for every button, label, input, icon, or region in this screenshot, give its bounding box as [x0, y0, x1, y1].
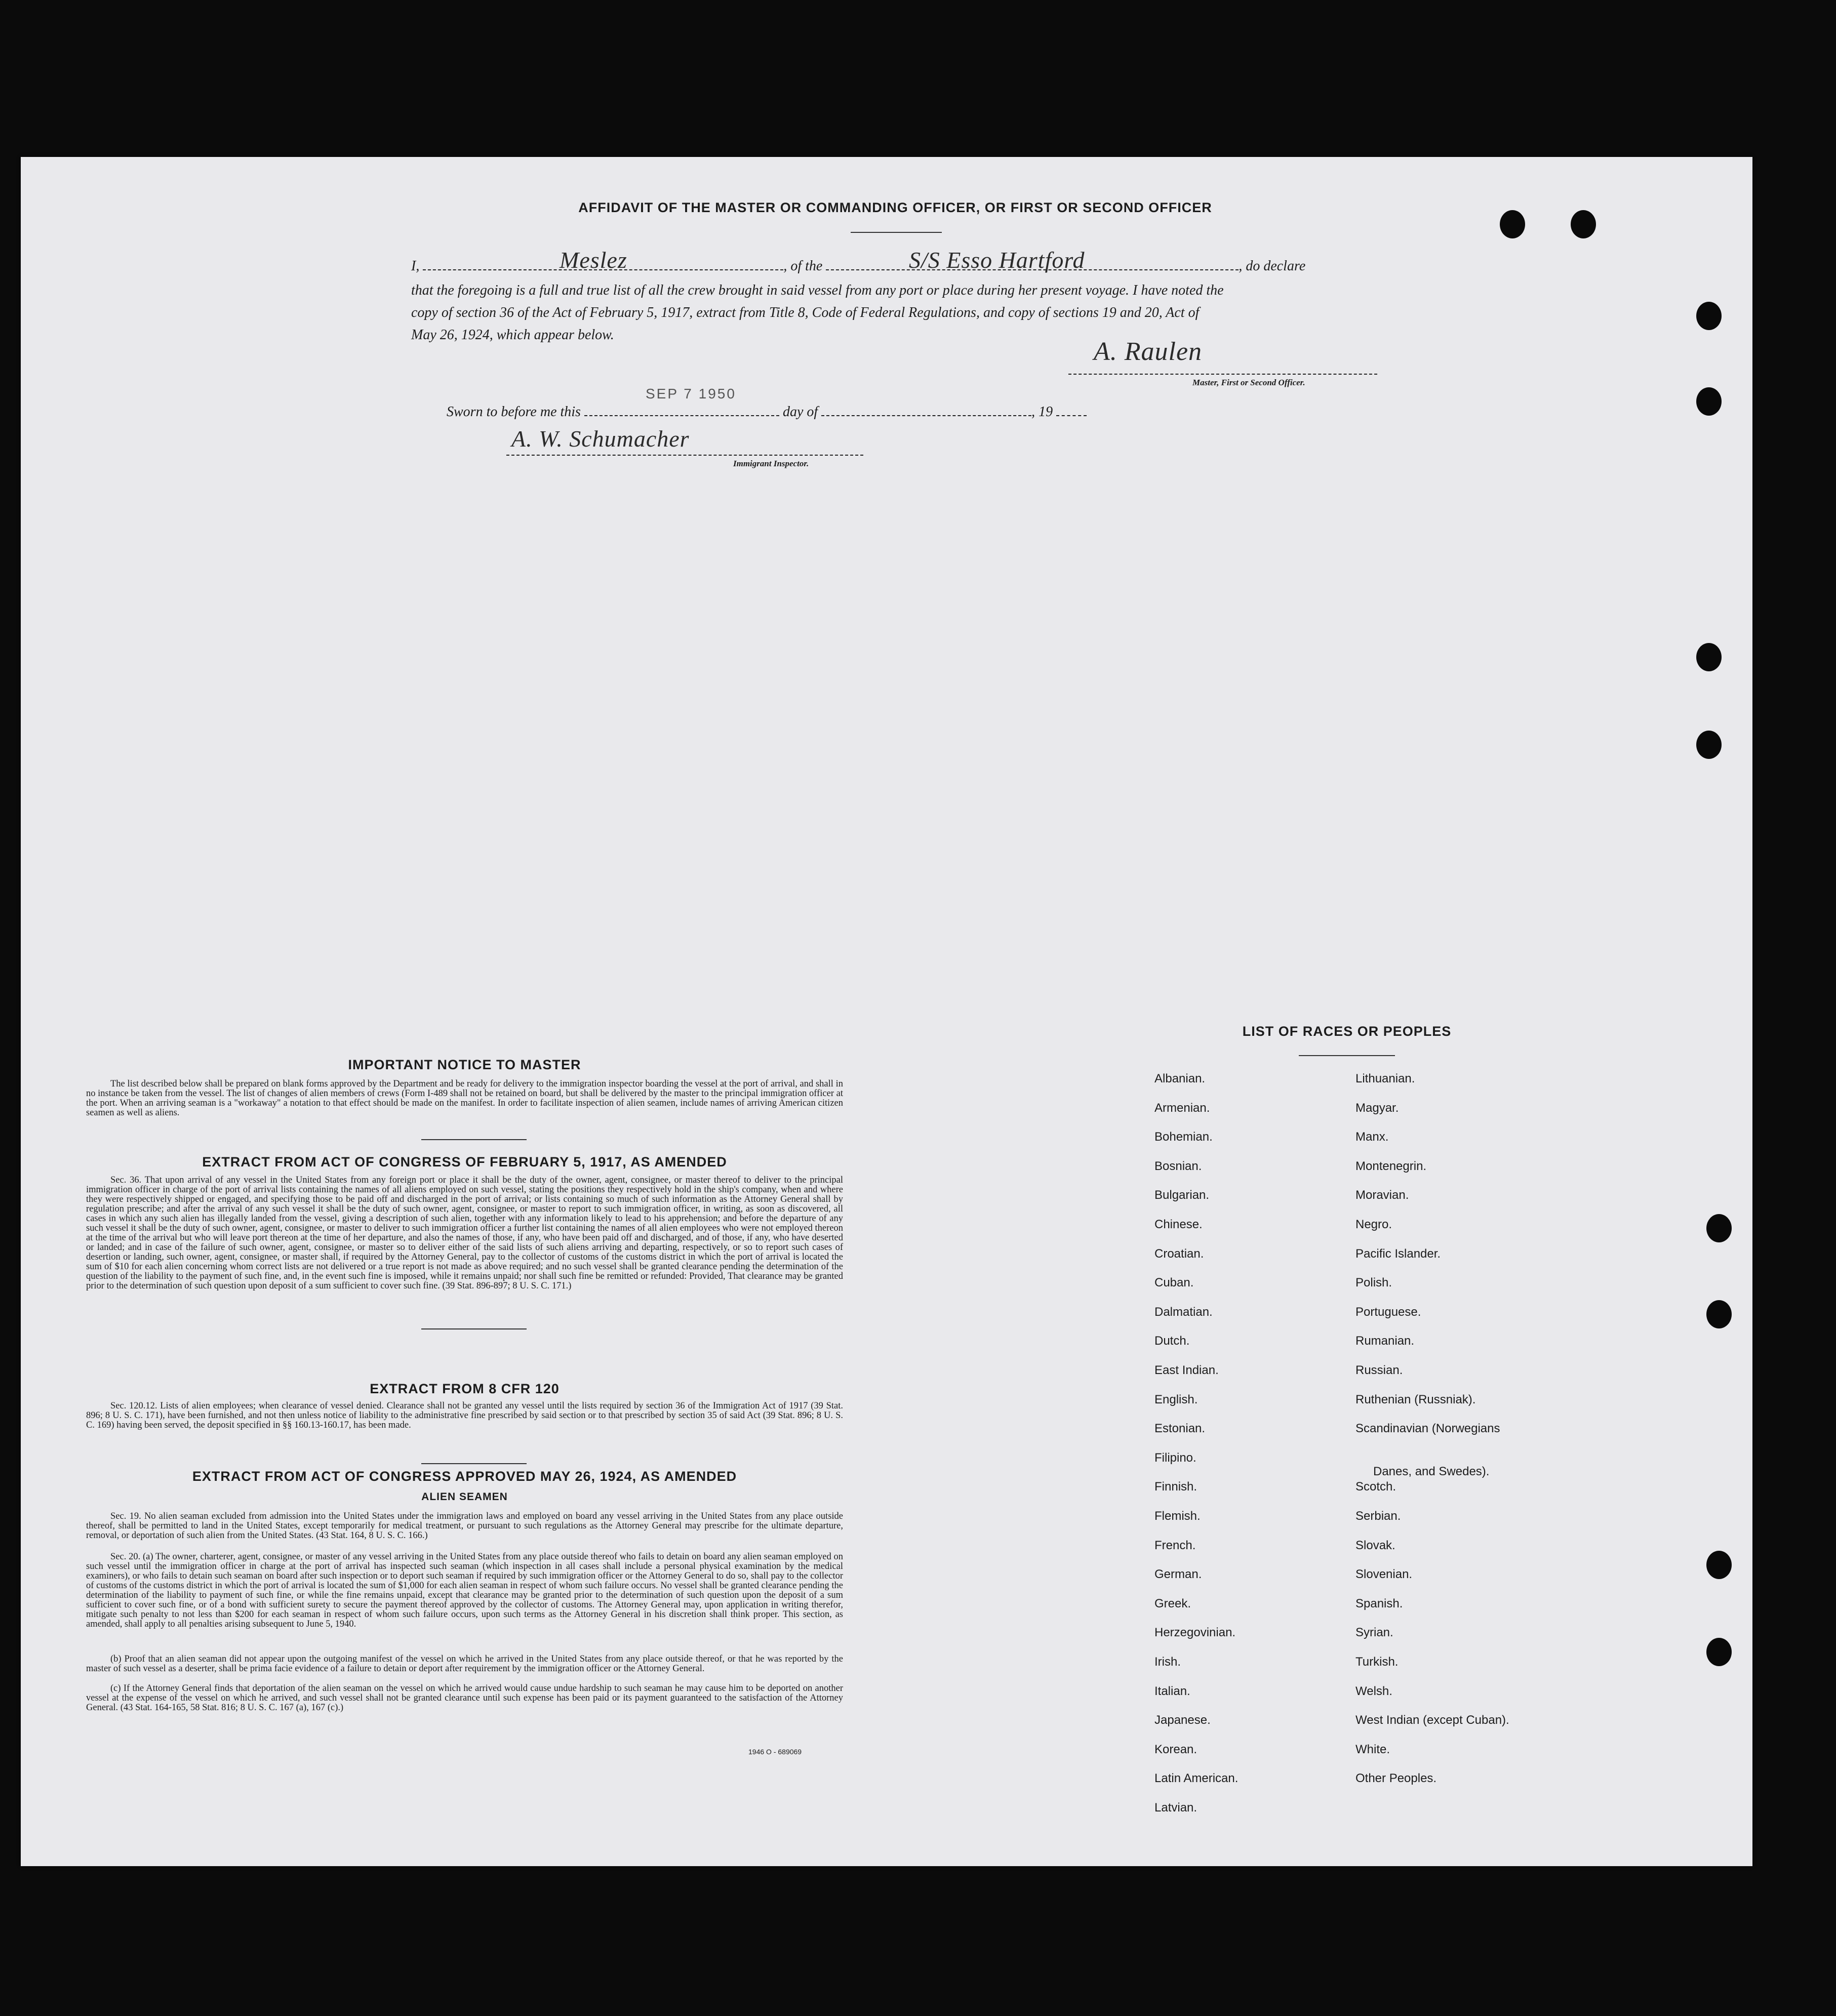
race-item: Slovenian.	[1355, 1567, 1413, 1582]
signature-caption: Master, First or Second Officer.	[1192, 378, 1305, 387]
label-do-declare: , do declare	[1239, 258, 1306, 274]
races-title: LIST OF RACES OR PEOPLES	[1242, 1024, 1452, 1039]
race-item: Latvian.	[1154, 1801, 1198, 1815]
race-item: Flemish.	[1154, 1509, 1201, 1523]
date-stamp: SEP 7 1950	[646, 386, 736, 401]
vessel-name-handwriting: S/S Esso Hartford	[909, 247, 1085, 273]
extract2-title: EXTRACT FROM 8 CFR 120	[370, 1381, 560, 1396]
extract3-section20c: (c) If the Attorney General finds that deportation of the alien seaman on the vessel on which he arrived would cause undue hardship to such seaman he may cause him to be deported on another vessel at the expense of the vessel on which he arrived, and such vessel shall not be granted clearance until such expense has been paid or its payment guaranteed to the satisfaction of the Attorney General. (43 Stat. 164-165, 58 Stat. 816; 8 U. S. C. 167 (a), 167 (c).)	[86, 1683, 843, 1713]
month-blank	[821, 403, 1031, 416]
punch-hole	[1696, 302, 1722, 330]
extract1-body: Sec. 36. That upon arrival of any vessel in the United States from any foreign port or place it shall be the duty of the owner, agent, consignee, or master thereof to deliver to the principal immigration officer in charge of the port of arrival lists containing the names of all aliens employed on such vessel, stating the positions they respectively hold in the ship's company, when and where they were respectively shipped or engaged, and specifying those to be paid off and discharged in the port of arrival; or lists containing so much of such information as the Attorney General shall by regulation prescribe; and after the arrival of any such vessel it shall be the duty of such owner, agent, consignee, or master to report to such immigration officer, in writing, as soon as discovered, all cases in which any such alien has illegally landed from the vessel, giving a description of such alien, together with any information likely to lead to his apprehension; and before the departure of any such vessel it shall be the duty of such owner, agent, consignee, or master to deliver to such immigration officer a further list containing the names of all alien employees who were not employed thereon at the time of the arrival but who will leave port thereon at the time of her departure, and also the names of those, if any, who have been paid off and discharged, and of those, if any, who have deserted or landed; and in case of the failure of such owner, agent, consignee, or master so to deliver either of the said lists of such aliens arriving and departing, respectively, or so to report such cases of desertion or landing, such owner, agent, consignee, or master shall, if required by the Attorney General, pay to the collector of customs of the customs district in which the port of arrival is located the sum of $10 for each alien concerning whom correct lists are not delivered or a true report is not made as above required; and no such vessel shall be granted clearance pending the determination of the question of the liability to the payment of such fine, and, in the event such fine is imposed, while it remains unpaid; nor shall such fine be remitted or refunded: Provided, That clearance may be granted prior to the determination of such question upon deposit of a sum sufficient to cover such fine. (39 Stat. 896-897; 8 U. S. C. 171.)	[86, 1175, 843, 1291]
divider	[421, 1463, 527, 1464]
affidavit-text-line-3: copy of section 36 of the Act of February 5, 1917, extract from Title 8, Code of Federal Regulations, and copy of sections 19 and 20, Act of	[411, 305, 1200, 320]
race-item: French.	[1154, 1538, 1196, 1552]
race-item: Dalmatian.	[1154, 1305, 1213, 1319]
race-item: Croatian.	[1154, 1246, 1204, 1261]
race-item: English.	[1154, 1392, 1198, 1406]
extract3-section20a: Sec. 20. (a) The owner, charterer, agent, consignee, or master of any vessel arriving in the United States from any place outside thereof who fails to detain on board any alien seaman employed on such vessel until the immigration officer in charge at the port of arrival has inspected such seaman (which inspection in all cases shall include a personal physical examination by the medical examiners), or who fails to detain such seaman on board after such inspection or to deport such seaman if required by such immigration officer or the Attorney General to do so, shall pay to the collector of customs of the customs district in which the port of arrival is located the sum of $1,000 for each alien seaman in respect of whom such failure occurs. No vessel shall be granted clearance pending the determination of the liability to payment of such fine, or while the fine remains unpaid, except that clearance may be granted prior to the determination of such question upon the deposit of a sum sufficient to cover such fine, or of a bond with sufficient surety to secure the payment thereof approved by the collector of customs. The Attorney General may, upon application in writing therefor, mitigate such penalty to not less than $200 for each seaman in respect of whom such failure occurs, upon such terms as the Attorney General in his discretion shall think proper. This section, as amended, shall apply to all penalties arising subsequent to June 5, 1940.	[86, 1552, 843, 1629]
punch-hole	[1696, 731, 1722, 759]
race-item: Polish.	[1355, 1276, 1392, 1290]
race-item: Bulgarian.	[1154, 1188, 1210, 1202]
sworn-line	[447, 401, 1416, 423]
day-of-label: day of	[782, 404, 818, 420]
race-item: Italian.	[1154, 1684, 1190, 1698]
race-item: Negro.	[1355, 1218, 1392, 1231]
extract2-body: Sec. 120.12. Lists of alien employees; when clearance of vessel denied. Clearance shall not be granted any vessel until the lists required by section 36 of the Immigration Act of 1917 (39 Stat. 896; 8 U. S. C. 171), have been furnished, and not then unless notice of liability to the administrative fine prescribed by said section or to that prescribed by section 35 of said Act (39 Stat. 896; 8 U. S. C. 169) having been served, the deposit specified in §§ 160.13-160.17, has been made.	[86, 1401, 843, 1430]
affidavit-title: AFFIDAVIT OF THE MASTER OR COMMANDING OFFICER, OR FIRST OR SECOND OFFICER	[578, 200, 1212, 215]
punch-hole	[1706, 1551, 1732, 1579]
extract1-title: EXTRACT FROM ACT OF CONGRESS OF FEBRUARY 5, 1917, AS AMENDED	[202, 1154, 727, 1170]
punch-hole	[1706, 1300, 1732, 1328]
inspector-signature: A. W. Schumacher	[511, 426, 690, 452]
race-item: Pacific Islander.	[1355, 1246, 1441, 1261]
sworn-label: Sworn to before me this	[447, 404, 581, 420]
print-code: 1946 O - 689069	[748, 1748, 802, 1756]
extract3-section19: Sec. 19. No alien seaman excluded from admission into the United States under the immigration laws and employed on board any vessel arriving in the United States from any place outside thereof, shall be permitted to land in the United States, except temporarily for medical treatment, or pursuant to such regulations as the Attorney General may prescribe for the ultimate departure, removal, or deportation of such alien from the United States. (43 Stat. 164, 8 U. S. C. 166.)	[86, 1511, 843, 1541]
race-item: Bosnian.	[1154, 1159, 1202, 1173]
affidavit-text-line-2: that the foregoing is a full and true list of all the crew brought in said vessel from any port or place during her present voyage. I have noted the	[411, 283, 1224, 298]
race-item: Other Peoples.	[1355, 1771, 1437, 1786]
race-item: Korean.	[1154, 1742, 1198, 1756]
affidavit-declaration-line	[411, 255, 1381, 277]
race-item: German.	[1154, 1567, 1202, 1582]
extract3-title: EXTRACT FROM ACT OF CONGRESS APPROVED MAY 26, 1924, AS AMENDED	[192, 1469, 737, 1484]
punch-hole	[1696, 387, 1722, 416]
signature-line	[1068, 374, 1377, 375]
race-item: Herzegovinian.	[1154, 1626, 1236, 1640]
year-blank	[1056, 403, 1087, 416]
race-item: Welsh.	[1355, 1684, 1392, 1698]
divider	[851, 232, 942, 233]
race-item: Montenegrin.	[1355, 1159, 1427, 1173]
race-item: Filipino.	[1154, 1450, 1196, 1465]
race-item: East Indian.	[1154, 1363, 1219, 1377]
race-item: Moravian.	[1355, 1188, 1409, 1202]
punch-hole	[1696, 643, 1722, 671]
race-item: Japanese.	[1154, 1713, 1211, 1727]
race-item: Bohemian.	[1154, 1130, 1213, 1144]
affidavit-text-line-4: May 26, 1924, which appear below.	[411, 327, 614, 343]
punch-hole	[1706, 1638, 1732, 1666]
race-item: Latin American.	[1154, 1771, 1239, 1786]
notice-title: IMPORTANT NOTICE TO MASTER	[348, 1057, 581, 1072]
race-item: Scotch.	[1355, 1480, 1396, 1494]
race-item: Magyar.	[1355, 1101, 1399, 1115]
extract3-subtitle: ALIEN SEAMEN	[421, 1491, 508, 1503]
race-item: Irish.	[1154, 1655, 1181, 1669]
divider	[421, 1328, 527, 1329]
race-item: Armenian.	[1154, 1101, 1210, 1115]
race-item: Manx.	[1355, 1130, 1389, 1144]
race-item: Chinese.	[1154, 1218, 1203, 1231]
label-of-the: , of the	[783, 258, 823, 274]
race-item: Syrian.	[1355, 1626, 1393, 1640]
race-item: Serbian.	[1355, 1509, 1401, 1523]
master-name-handwriting: Meslez	[560, 247, 627, 273]
race-item: Turkish.	[1355, 1655, 1399, 1669]
divider	[421, 1139, 527, 1140]
inspector-caption: Immigrant Inspector.	[733, 459, 809, 468]
label-i: I,	[411, 258, 420, 274]
race-item: Greek.	[1154, 1596, 1191, 1610]
year-prefix: , 19	[1031, 404, 1053, 420]
race-item: Estonian.	[1154, 1422, 1206, 1436]
day-blank	[584, 403, 779, 416]
race-item: Dutch.	[1154, 1334, 1190, 1348]
race-item: Finnish.	[1154, 1480, 1198, 1494]
race-item: White.	[1355, 1742, 1390, 1756]
race-item: Cuban.	[1154, 1276, 1194, 1290]
inspector-signature-line	[506, 455, 863, 456]
race-item: Danes, and Swedes).	[1373, 1464, 1490, 1478]
race-item: Albanian.	[1154, 1072, 1206, 1085]
master-signature: A. Raulen	[1094, 337, 1203, 366]
punch-hole	[1706, 1214, 1732, 1242]
race-item: Lithuanian.	[1355, 1072, 1415, 1085]
divider	[1299, 1055, 1395, 1056]
race-item: Slovak.	[1355, 1538, 1395, 1552]
race-item: Scandinavian (Norwegians	[1355, 1422, 1500, 1436]
race-item: Portuguese.	[1355, 1305, 1421, 1319]
race-item: Russian.	[1355, 1363, 1403, 1377]
race-item: Spanish.	[1355, 1596, 1403, 1610]
race-item: Rumanian.	[1355, 1334, 1415, 1348]
notice-body: The list described below shall be prepared on blank forms approved by the Department and be ready for delivery to the immigration inspector boarding the vessel at the port of arrival, and shall in no instance be taken from the vessel. The list of changes of alien members of crews (Form I-489 shall not be retained on board, but shall be delivered by the master to the principal immigration officer at the port. When an arriving seaman is a "workaway" a notation to that effect should be made on the manifest. In order to facilitate inspection of alien seamen, include names of arriving American citizen seamen as well as aliens.	[86, 1079, 843, 1118]
race-item: Ruthenian (Russniak).	[1355, 1392, 1476, 1406]
extract3-section20b: (b) Proof that an alien seaman did not appear upon the outgoing manifest of the vessel on which he arrived in the United States from any place outside thereof, or that he was reported by the master of such vessel as a deserter, shall be prima facie evidence of a failure to detain or deport after requirement by the immigration officer or the Attorney General.	[86, 1654, 843, 1674]
race-item: West Indian (except Cuban).	[1355, 1713, 1509, 1727]
